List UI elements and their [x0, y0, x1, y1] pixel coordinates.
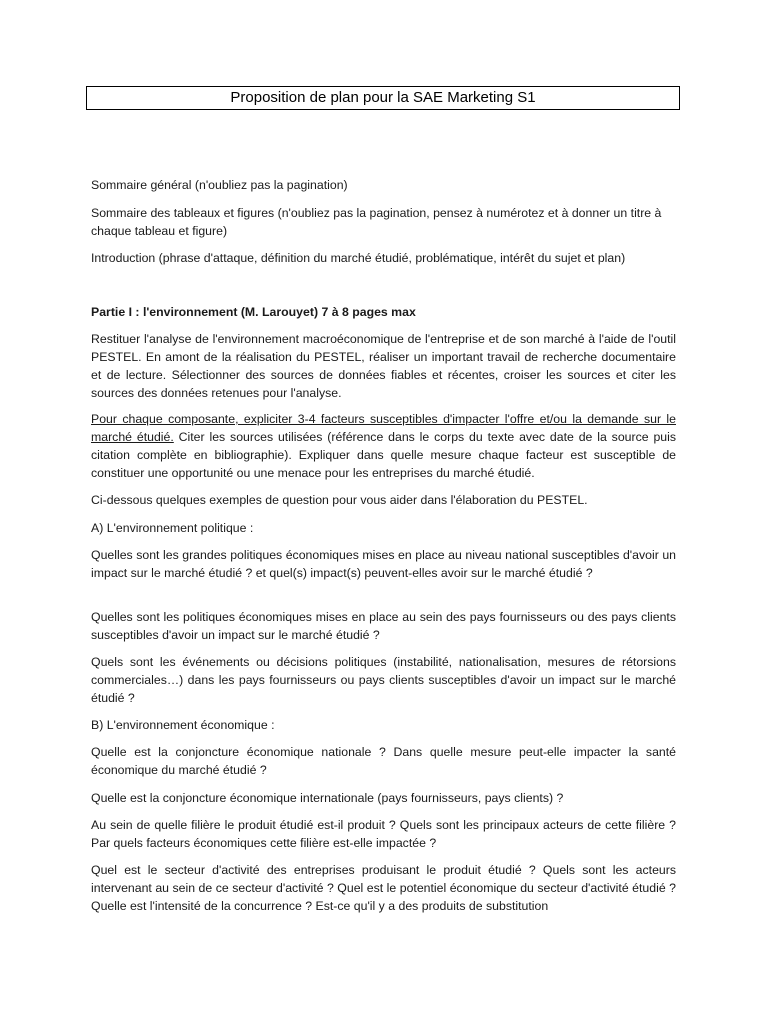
factors-rest-text: Citer les sources utilisées (référence dans le corps du texte avec date de la source puis citation complète en bibliographie). Expliquer dans quelle mesure chaque facteur est susceptible de constituer une opportunité ou une menace pour les entreprises du marché étudié. [91, 430, 677, 480]
section-b-question-4: Quel est le secteur d'activité des entreprises produisant le produit étudié ? Quels sont les acteurs intervenant au sein de ce secteur d'activité ? Quel est le potentiel économique du secteur d'activité étudié ? Quelle est l'intensité de la concurrence ? Est-ce qu'il y a des produits de substitution [91, 863, 676, 913]
section-b-question-3: Au sein de quelle filière le produit étudié est-il produit ? Quels sont les principaux acteurs de cette filière ? Par quels facteurs économiques cette filière est-elle impactée ? [91, 818, 676, 850]
section-a-question-3: Quels sont les événements ou décisions politiques (instabilité, nationalisation, mesures de rétorsions commerciales…) dans les pays fournisseurs ou pays clients susceptibles d'avoir un impact sur le marché étudié ? [91, 655, 676, 705]
section-b-question-2: Quelle est la conjoncture économique internationale (pays fournisseurs, pays clients) ? [91, 791, 564, 805]
factors-underlined-text: Pour chaque composante, expliciter 3-4 facteurs susceptibles d'impacter l'offre et/ou la demande sur le marché étudié. [91, 412, 676, 444]
section-b-heading: B) L'environnement économique : [91, 718, 275, 732]
document-title: Proposition de plan pour la SAE Marketing S1 [86, 86, 680, 110]
summary-tables: Sommaire des tableaux et figures (n'oubliez pas la pagination, pensez à numérotez et à donner un titre à chaque tableau et figure) [91, 206, 662, 238]
section-a-question-1: Quelles sont les grandes politiques économiques mises en place au niveau national susceptibles d'avoir un impact sur le marché étudié ? et quel(s) impact(s) peuvent-elles avoir sur le marché étudié ? [91, 548, 676, 580]
examples-intro: Ci-dessous quelques exemples de question pour vous aider dans l'élaboration du PESTEL. [91, 493, 588, 507]
section-a-heading: A) L'environnement politique : [91, 521, 254, 535]
introduction: Introduction (phrase d'attaque, définition du marché étudié, problématique, intérêt du sujet et plan) [91, 251, 626, 265]
part1-intro-paragraph: Restituer l'analyse de l'environnement macroéconomique de l'entreprise et de son marché à l'aide de l'outil PESTEL. En amont de la réalisation du PESTEL, réaliser un important travail de recherche documentaire et de lecture. Sélectionner des sources de données fiables et récentes, croiser les sources et citer les sources des données retenues pour l'analyse. [91, 332, 676, 400]
part1-heading: Partie I : l'environnement (M. Larouyet) 7 à 8 pages max [91, 305, 416, 319]
summary-general: Sommaire général (n'oubliez pas la pagination) [91, 178, 348, 192]
section-b-question-1: Quelle est la conjoncture économique nationale ? Dans quelle mesure peut-elle impacter la santé économique du marché étudié ? [91, 745, 676, 777]
section-a-question-2: Quelles sont les politiques économiques mises en place au sein des pays fournisseurs ou des pays clients susceptibles d'avoir un impact sur le marché étudié ? [91, 610, 676, 642]
part1-factors-paragraph [91, 410, 676, 482]
